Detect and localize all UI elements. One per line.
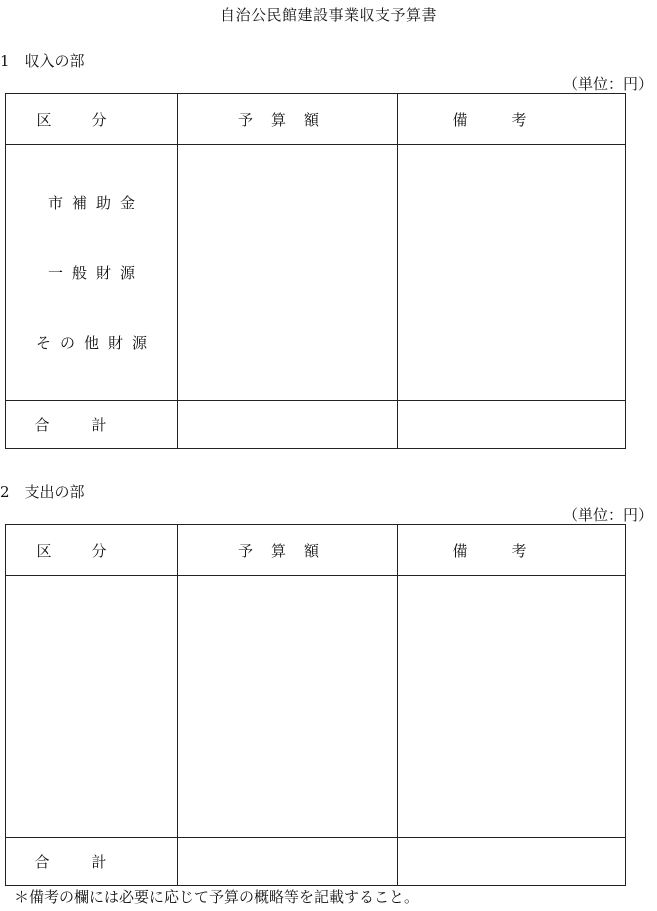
expense-total-label: 合計: [6, 838, 178, 886]
income-item-city-subsidy: 市補助金: [47, 193, 144, 212]
income-section-heading: 1 収入の部: [0, 52, 85, 70]
income-item-other-funds: その他財源: [35, 333, 156, 352]
expense-body-row: [6, 576, 626, 838]
income-total-label: 合計: [6, 401, 178, 449]
expense-total-remarks-cell[interactable]: [398, 838, 626, 886]
income-total-remarks-cell[interactable]: [398, 401, 626, 449]
expense-header-row: [6, 525, 626, 576]
income-items-cell: [6, 145, 178, 401]
expense-section-heading: 2 支出の部: [0, 483, 85, 501]
income-remarks-cell[interactable]: [398, 145, 626, 401]
income-total-budget-cell[interactable]: [178, 401, 398, 449]
expense-items-cell[interactable]: [6, 576, 178, 838]
expense-total-row: [6, 838, 626, 886]
expense-total-budget-cell[interactable]: [178, 838, 398, 886]
expense-header-remarks: 備考: [398, 525, 626, 576]
expense-unit-label: （単位：円）: [562, 506, 653, 524]
income-table: [5, 93, 626, 449]
expense-budget-cell[interactable]: [178, 576, 398, 838]
income-header-budget: 予算額: [178, 94, 398, 145]
document-title: 自治公民館建設事業収支予算書: [219, 6, 437, 24]
income-header-category: 区分: [6, 94, 178, 145]
income-body-row: [6, 145, 626, 401]
income-unit-label: （単位：円）: [562, 75, 653, 93]
income-budget-cell[interactable]: [178, 145, 398, 401]
expense-table: [5, 524, 626, 886]
income-item-general-funds: 一般財源: [47, 263, 144, 282]
expense-remarks-cell[interactable]: [398, 576, 626, 838]
expense-header-category: 区分: [6, 525, 178, 576]
footnote: ＊備考の欄には必要に応じて予算の概略等を記載すること。: [14, 888, 420, 906]
income-total-row: [6, 401, 626, 449]
expense-header-budget: 予算額: [178, 525, 398, 576]
income-header-row: [6, 94, 626, 145]
income-header-remarks: 備考: [398, 94, 626, 145]
